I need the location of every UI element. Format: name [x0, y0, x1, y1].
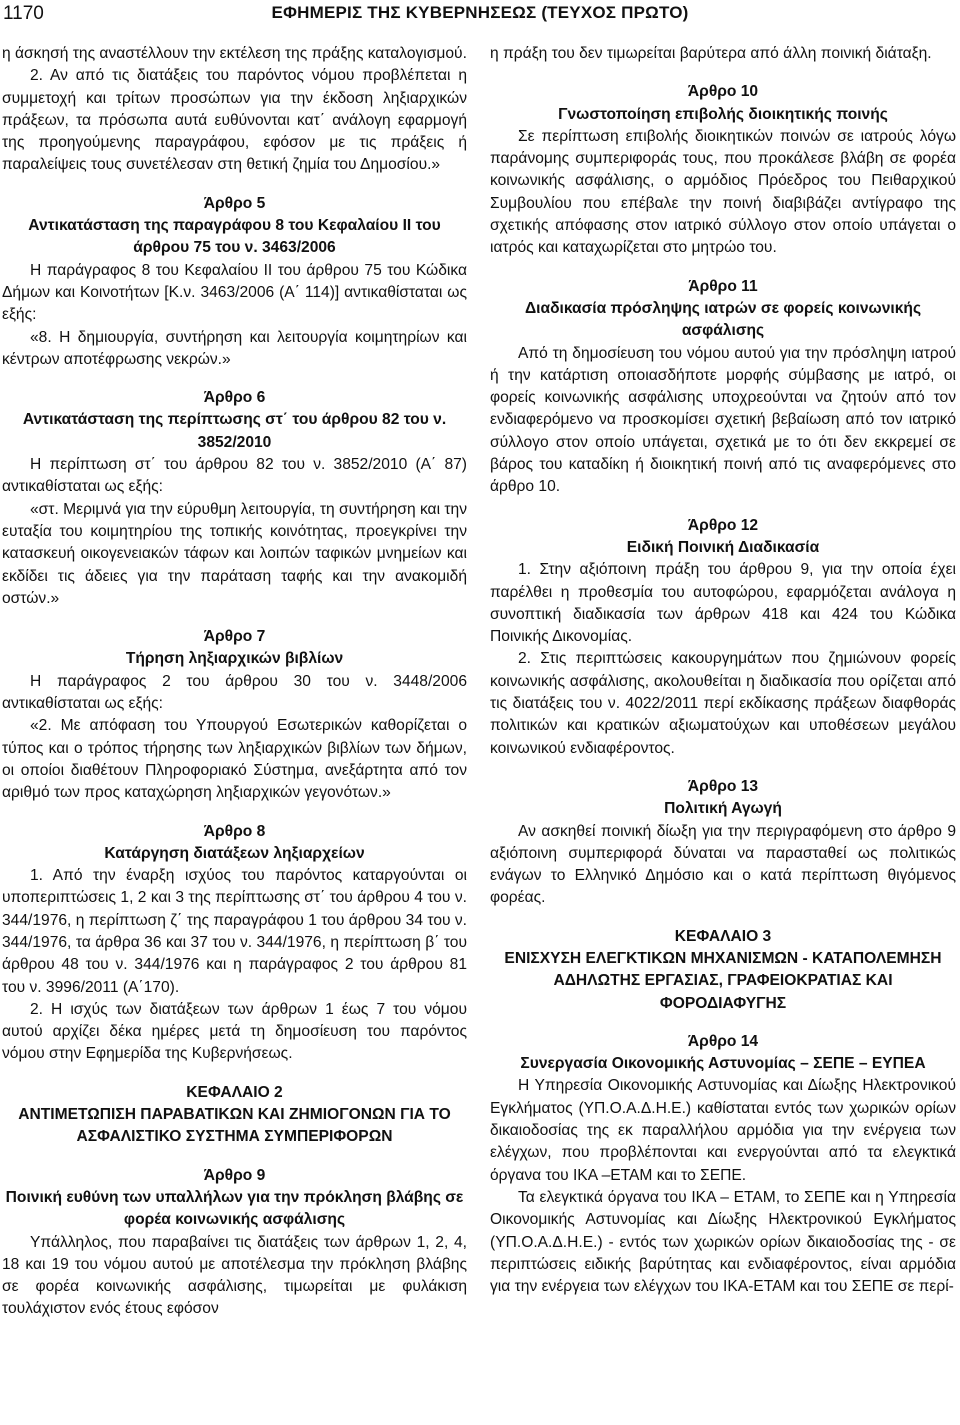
- paragraph: 2. Αν από τις διατάξεις του παρόντος νόμου προβλέπεται η συμμετοχή και τρίτων προσώπων για την έκδοση ληξιαρχικών πράξεων, τα πρόσωπα αυτά ευθύνονται κατ΄ ανάλογη εφαρμογή της προηγούμενης παραγράφου, εφόσον με τις πράξεις ή παραλείψεις τους συνετέλεσαν στη θετική ζημία του Δημοσίου.»: [2, 67, 467, 174]
- article-title: Άρθρο 6: [203, 389, 266, 407]
- article-subtitle: Ποινική ευθύνη των υπαλλήλων για την πρόκληση βλάβης σε φορέα κοινωνικής ασφάλισης: [5, 1188, 464, 1229]
- article-subtitle: Αντικατάσταση της περίπτωσης στ΄ του άρθρου 82 του ν. 3852/2010: [22, 411, 447, 451]
- paragraph: Η περίπτωση στ΄ του άρθρου 82 του ν. 3852/2010 (Α΄ 87) αντικαθίσταται ως εξής:: [2, 456, 467, 496]
- paragraph: 1. Στην αξιόποινη πράξη του άρθρου 9, για την οποία έχει παρέλθει η προθεσμία του αυτοφώρου, εφαρμόζεται ανάλογα η συνοπτική διαδικασία των άρθρων 418 και 424 του Κώδικα Ποινικής Δικονομίας.: [490, 561, 956, 646]
- paragraph: η άσκησή της αναστέλλουν την εκτέλεση της πράξης καταλογισμού.: [2, 45, 467, 62]
- paragraph: «8. Η δημιουργία, συντήρηση και λειτουργία κοιμητηρίων και κέντρων αποτέφρωσης νεκρών.»: [2, 328, 467, 368]
- paragraph: η πράξη του δεν τιμωρείται βαρύτερα από άλλη ποινική διάταξη.: [490, 45, 932, 62]
- article-subtitle: Κατάργηση διατάξεων ληξιαρχείων: [104, 844, 365, 862]
- chapter-title: ΚΕΦΑΛΑΙΟ 3: [674, 927, 772, 945]
- paragraph: 1. Από την έναρξη ισχύος του παρόντος καταργούνται οι υποπεριπτώσεις 1, 2 και 3 της περίπτωσης στ΄ του άρθρου 4 του ν. 344/1976, η περίπτωση ζ΄ της παραγράφου 1 του άρθρου 34 του ν. 344/1976, τα άρθρα 36 και 37 του ν. 344/1976, η περίπτωση β΄ του άρθρου 48 του ν. 344/1976 και η παράγραφος 2 του άρθρου 81 του ν. 3996/2011 (Α΄170).: [2, 867, 467, 996]
- article-subtitle: Διαδικασία πρόσληψης ιατρών σε φορείς κοινωνικής ασφάλισης: [524, 299, 922, 340]
- article-title: Άρθρο 12: [687, 516, 759, 534]
- article-subtitle: Τήρηση ληξιαρχικών βιβλίων: [125, 650, 344, 668]
- article-subtitle: Πολιτική Αγωγή: [664, 800, 782, 818]
- paragraph: Η Υπηρεσία Οικονομικής Αστυνομίας και Δίωξης Ηλεκτρονικού Εγκλήματος (ΥΠ.Ο.Α.Δ.Η.Ε.) καθίσταται εντός των χωρικών ορίων δικαιοδοσίας της εκ παραλλήλου αρμόδια για την ενέργεια των ελέγχων, που προβλέπονται και ενεργούνται από τα ελεγκτικά όργανα του ΙΚΑ –ΕΤΑΜ και το ΣΕΠΕ.: [490, 1077, 956, 1184]
- paragraph: «2. Με απόφαση του Υπουργού Εσωτερικών καθορίζεται ο τύπος και ο τρόπος τήρησης των ληξιαρχικών βιβλίων των δήμων, οι οποίοι διαθέτουν Πληροφοριακό Σύστημα, ανεξάρτητα από τον αριθμό των προς καταχώρηση ληξιαρχικών γεγονότων.»: [2, 717, 467, 802]
- article-subtitle: Συνεργασία Οικονομικής Αστυνομίας – ΣΕΠΕ – ΕΥΠΕΑ: [520, 1055, 926, 1073]
- article-subtitle: Αντικατάσταση της παραγράφου 8 του Κεφαλαίου ΙΙ του άρθρου 75 του ν. 3463/2006: [28, 217, 441, 257]
- gazette-title: ΕΦΗΜΕΡΙΣ ΤΗΣ ΚΥΒΕΡΝΗΣΕΩΣ (ΤΕΥΧΟΣ ΠΡΩΤΟ): [271, 3, 689, 22]
- page-header: [0, 0, 960, 30]
- article-title: Άρθρο 9: [203, 1166, 266, 1184]
- paragraph: 2. Η ισχύς των διατάξεων των άρθρων 1 έως 7 του νόμου αυτού αρχίζει δέκα ημέρες μετά τη δημοσίευση του παρόντος νόμου στην Εφημερίδα της Κυβερνήσεως.: [2, 1000, 467, 1063]
- article-title: Άρθρο 8: [203, 822, 266, 840]
- page-number: 1170: [3, 3, 44, 24]
- article-subtitle: Γνωστοποίηση επιβολής διοικητικής ποινής: [558, 105, 888, 123]
- paragraph: Από τη δημοσίευση του νόμου αυτού για την πρόσληψη ιατρού ή την κατάρτιση οποιασδήποτε μορφής σύμβασης με ιατρό, οι φορείς κοινωνικής ασφάλισης υποχρεούνται να ζητούν από τον ενδιαφερόμενο να προσκομίσει σχετική βεβαίωση από τον ιατρικό σύλλογο στον οποίο υπάγεται, σχετικά με το ότι δεν εκκρεμεί σε βάρος του καταδίκη ή διοικητική ποινή από τις αναφερόμενες στο άρθρο 10.: [490, 344, 956, 496]
- article-title: Άρθρο 11: [688, 277, 758, 295]
- paragraph: Αν ασκηθεί ποινική δίωξη για την περιγραφόμενη στο άρθρο 9 αξιόποινη συμπεριφορά δύναται να παρασταθεί ως πολιτικώς ενάγων το Ελληνικό Δημόσιο και ο κατά περίπτωση θιγόμενος φορέας.: [490, 822, 956, 907]
- article-title: Άρθρο 13: [687, 777, 759, 795]
- chapter-subtitle: ΑΝΤΙΜΕΤΩΠΙΣΗ ΠΑΡΑΒΑΤΙΚΩΝ ΚΑΙ ΖΗΜΙΟΓΟΝΩΝ ΓΙΑ ΤΟ ΑΣΦΑΛΙΣΤΙΚΟ ΣΥΣΤΗΜΑ ΣΥΜΠΕΡΙΦΟΡΩΝ: [18, 1106, 451, 1146]
- chapter-subtitle: ΕΝΙΣΧΥΣΗ ΕΛΕΓΚΤΙΚΩΝ ΜΗΧΑΝΙΣΜΩΝ - ΚΑΤΑΠΟΛΕΜΗΣΗ ΑΔΗΛΩΤΗΣ ΕΡΓΑΣΙΑΣ, ΓΡΑΦΕΙΟΚΡΑΤΙΑΣ ΚΑΙ ΦΟΡΟΔΙΑΦΥΓΗΣ: [504, 949, 942, 1012]
- paragraph: Η παράγραφος 8 του Κεφαλαίου ΙΙ του άρθρου 75 του Κώδικα Δήμων και Κοινοτήτων [Κ.ν. 3463/2006 (Α΄ 114)] αντικαθίσταται ως εξής:: [2, 261, 467, 324]
- article-title: Άρθρο 14: [687, 1032, 759, 1050]
- paragraph: Υπάλληλος, που παραβαίνει τις διατάξεις των άρθρων 1, 2, 4, 18 και 19 του νόμου αυτού με αποτέλεσμα την πρόκληση βλάβης σε φορέα κοινωνικής ασφάλισης, τιμωρείται με φυλάκιση τουλάχιστον ενός έτους εφόσον: [2, 1233, 467, 1318]
- article-subtitle: Ειδική Ποινική Διαδικασία: [626, 538, 820, 556]
- paragraph: Τα ελεγκτικά όργανα του ΙΚΑ – ΕΤΑΜ, το ΣΕΠΕ και η Υπηρεσία Οικονομικής Αστυνομίας και Δίωξης Ηλεκτρονικού Εγκλήματος (ΥΠ.Ο.Α.Δ.Η.Ε.) - εντός των χωρικών ορίων δικαιοδοσίας της - σε περιπτώσεις ειδικής βαρύτητας και ενδιαφέροντος, είναι αρμόδια για την ενέργεια των ελέγχων του ΙΚΑ-ΕΤΑΜ και του ΣΕΠΕ σε περί-: [490, 1188, 956, 1296]
- paragraph: Σε περίπτωση επιβολής διοικητικών ποινών σε ιατρούς λόγω παράνομης συμπεριφοράς τους, που προκάλεσε βλάβη σε φορέα κοινωνικής ασφάλισης, ο αρμόδιος Πρόεδρος του Πειθαρχικού Συμβουλίου που επέβαλε την ποινή διαβιβάζει αντίγραφο της σχετικής απόφασης στον ιατρικό σύλλογο στον οποίο υπάγεται ο ιατρός και καταχωρίζεται στο μητρώο του.: [490, 127, 956, 257]
- paragraph: 2. Στις περιπτώσεις κακουργημάτων που ζημιώνουν φορείς κοινωνικής ασφάλισης, ακολουθείται η διαδικασία που ορίζεται από τις διατάξεις του ν. 4022/2011 περί εκδίκασης πράξεων διαφθοράς πολιτικών και κρατικών αξιωματούχων και υποθέσεων μεγάλου κοινωνικού ενδιαφέροντος.: [490, 650, 956, 757]
- left-column: [2, 43, 467, 1321]
- right-column: [490, 43, 956, 1298]
- article-title: Άρθρο 10: [687, 83, 759, 101]
- paragraph: «στ. Μεριμνά για την εύρυθμη λειτουργία, τη συντήρηση και την ευταξία του κοιμητηρίου της τοπικής κοινότητας, προεγκρίνει την κατασκευή οικογενειακών τάφων και λοιπών ταφικών μνημείων και εκδίδει τις άδειες για την παράταση ταφής και την ανακομιδή οστών.»: [2, 500, 467, 607]
- chapter-title: ΚΕΦΑΛΑΙΟ 2: [186, 1083, 283, 1101]
- article-title: Άρθρο 7: [203, 628, 266, 646]
- article-title: Άρθρο 5: [203, 194, 266, 212]
- paragraph: Η παράγραφος 2 του άρθρου 30 του ν. 3448/2006 αντικαθίσταται ως εξής:: [2, 672, 467, 713]
